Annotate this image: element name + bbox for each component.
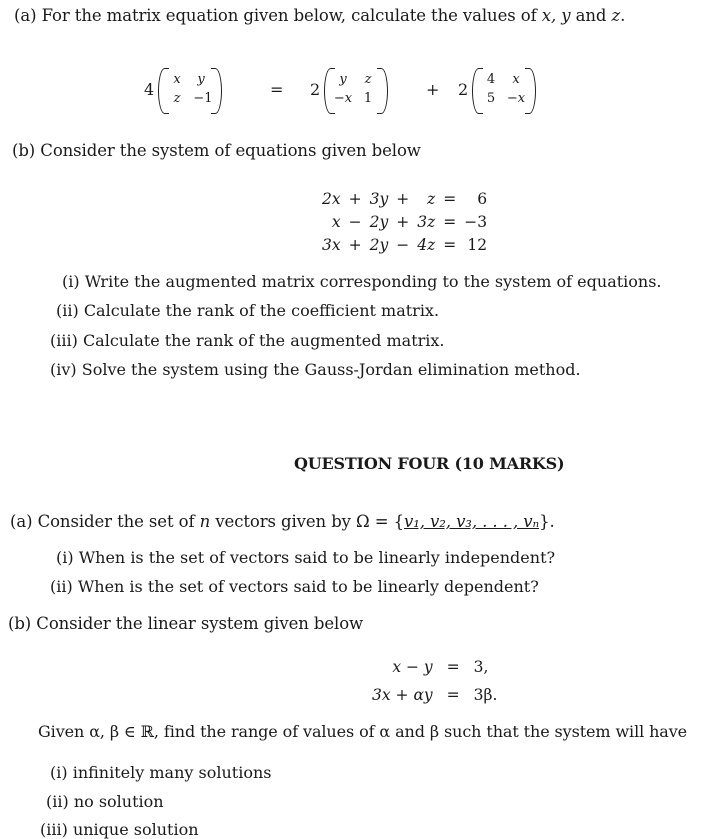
q4b-prompt xyxy=(8,614,363,633)
q3b-text: Consider the system of equations given below xyxy=(40,141,421,160)
q3b-item-2-text: Calculate the rank of the coefficient matrix. xyxy=(83,301,440,320)
matrix-1-a11: x xyxy=(173,72,181,87)
matrix-3-a22: −x xyxy=(506,91,526,106)
q4b-item-1-text: infinitely many solutions xyxy=(72,763,272,782)
q4b-item-3 xyxy=(40,820,199,839)
eq3-op2: − xyxy=(396,235,410,254)
q4a-prompt xyxy=(10,512,555,531)
eq1-term1: 2x xyxy=(322,189,341,208)
q4b-item-2-num: (ii) xyxy=(46,792,69,811)
q4b-text: Consider the linear system given below xyxy=(36,614,364,633)
q3b-equation-system xyxy=(318,187,491,256)
q3b-item-1 xyxy=(62,272,662,291)
q3b-item-2-num: (ii) xyxy=(56,301,79,320)
q4b-equation-row-2 xyxy=(368,681,501,709)
q3b-item-3 xyxy=(50,331,445,350)
q3b-item-4 xyxy=(50,360,581,379)
q4b-equation-row-1 xyxy=(368,653,501,681)
eq2-term1: x xyxy=(331,212,341,231)
q4a-item-2-num: (ii) xyxy=(50,577,73,596)
equation-row-1 xyxy=(318,187,491,210)
matrix-2 xyxy=(324,64,388,120)
q3b-item-2 xyxy=(56,301,439,320)
eq1-term3: z xyxy=(427,189,436,208)
eq2-op2: + xyxy=(396,212,410,231)
eq2-term3: 3z xyxy=(417,212,436,231)
eq1-equals: = xyxy=(443,189,457,208)
plus-sign: + xyxy=(426,80,440,99)
q4b-item-1-num: (i) xyxy=(50,763,68,782)
eq3-term1: 3x xyxy=(322,235,341,254)
matrix-2-a21: −x xyxy=(333,91,353,106)
q4a-item-2 xyxy=(50,577,539,596)
matrix-3-a21: 5 xyxy=(486,91,496,106)
q3a-var-z: z xyxy=(611,6,621,25)
matrix-3-a12: x xyxy=(512,72,520,87)
q4a-vector-set: v₁, v₂, v₃, . . . , vₙ xyxy=(404,512,540,531)
coef-1: 4 xyxy=(144,80,155,99)
q4b-item-1 xyxy=(50,763,271,782)
q4b-label: (b) xyxy=(8,614,32,633)
q3a-prompt xyxy=(14,6,625,25)
q4b-eq2-equals: = xyxy=(446,686,460,704)
equation-row-3 xyxy=(318,233,491,256)
q3b-label: (b) xyxy=(12,141,36,160)
eq2-rhs: −3 xyxy=(464,212,488,231)
q4a-label: (a) xyxy=(10,512,33,531)
q4a-text-mid: vectors given by Ω = { xyxy=(210,512,405,531)
q3b-item-4-num: (iv) xyxy=(50,360,77,379)
q3b-item-1-text: Write the augmented matrix corresponding to the system of equations. xyxy=(84,272,662,291)
matrix-2-a22: 1 xyxy=(363,91,373,106)
equals-sign: = xyxy=(270,80,284,99)
q4b-item-2-text: no solution xyxy=(73,792,164,811)
q4b-equation-system xyxy=(368,653,501,709)
equation-row-2 xyxy=(318,210,491,233)
matrix-3 xyxy=(472,64,536,120)
coef-3: 2 xyxy=(458,80,469,99)
eq2-term2: 2y xyxy=(369,212,389,231)
q4b-eq2-rhs: 3β. xyxy=(473,686,498,704)
q4a-item-1 xyxy=(56,548,555,567)
coef-2: 2 xyxy=(310,80,321,99)
q3b-item-3-num: (iii) xyxy=(50,331,78,350)
q4a-item-2-text: When is the set of vectors said to be linearly dependent? xyxy=(77,577,539,596)
eq2-op1: − xyxy=(348,212,362,231)
eq3-equals: = xyxy=(443,235,457,254)
q3a-text-start: For the matrix equation given below, calculate the values of xyxy=(41,6,542,25)
q4a-text-end: }. xyxy=(539,512,555,531)
q3a-vars: x, y xyxy=(541,6,571,25)
eq3-op1: + xyxy=(348,235,362,254)
q4b-eq2-lhs: 3x + αy xyxy=(372,686,433,704)
q3b-item-3-text: Calculate the rank of the augmented matrix. xyxy=(82,331,445,350)
eq3-term2: 2y xyxy=(369,235,389,254)
q3b-item-4-text: Solve the system using the Gauss-Jordan elimination method. xyxy=(81,360,581,379)
matrix-2-a12: z xyxy=(364,72,372,87)
matrix-1 xyxy=(158,64,222,120)
matrix-1-a22: −1 xyxy=(193,91,213,106)
q4b-item-3-num: (iii) xyxy=(40,820,68,839)
matrix-1-a12: y xyxy=(197,72,205,87)
matrix-1-a21: z xyxy=(173,91,181,106)
q4a-item-1-text: When is the set of vectors said to be linearly independent? xyxy=(78,548,556,567)
q4b-eq1-rhs: 3, xyxy=(473,658,489,676)
q4a-item-1-num: (i) xyxy=(56,548,74,567)
eq3-rhs: 12 xyxy=(467,235,488,254)
eq1-op2: + xyxy=(396,189,410,208)
q3b-prompt xyxy=(12,141,421,160)
q3a-text-end: . xyxy=(620,6,626,25)
q3b-item-1-num: (i) xyxy=(62,272,80,291)
eq1-term2: 3y xyxy=(369,189,389,208)
q4a-text-start: Consider the set of xyxy=(37,512,200,531)
q4a-var-n: n xyxy=(199,512,211,531)
q4b-eq1-lhs: x − y xyxy=(392,658,433,676)
matrix-2-a11: y xyxy=(339,72,347,87)
q4b-eq1-equals: = xyxy=(446,658,460,676)
matrix-3-a11: 4 xyxy=(486,72,496,87)
eq1-op1: + xyxy=(348,189,362,208)
q3a-label: (a) xyxy=(14,6,37,25)
eq3-term3: 4z xyxy=(417,235,436,254)
q3a-text-and: and xyxy=(570,6,612,25)
q4b-given-text: Given α, β ∈ ℝ, find the range of values of α and β such that the system will have xyxy=(38,722,688,741)
eq2-equals: = xyxy=(443,212,457,231)
q4b-item-3-text: unique solution xyxy=(72,820,199,839)
question-four-heading: QUESTION FOUR (10 MARKS) xyxy=(294,454,565,473)
eq1-rhs: 6 xyxy=(477,189,488,208)
q4b-item-2 xyxy=(46,792,164,811)
